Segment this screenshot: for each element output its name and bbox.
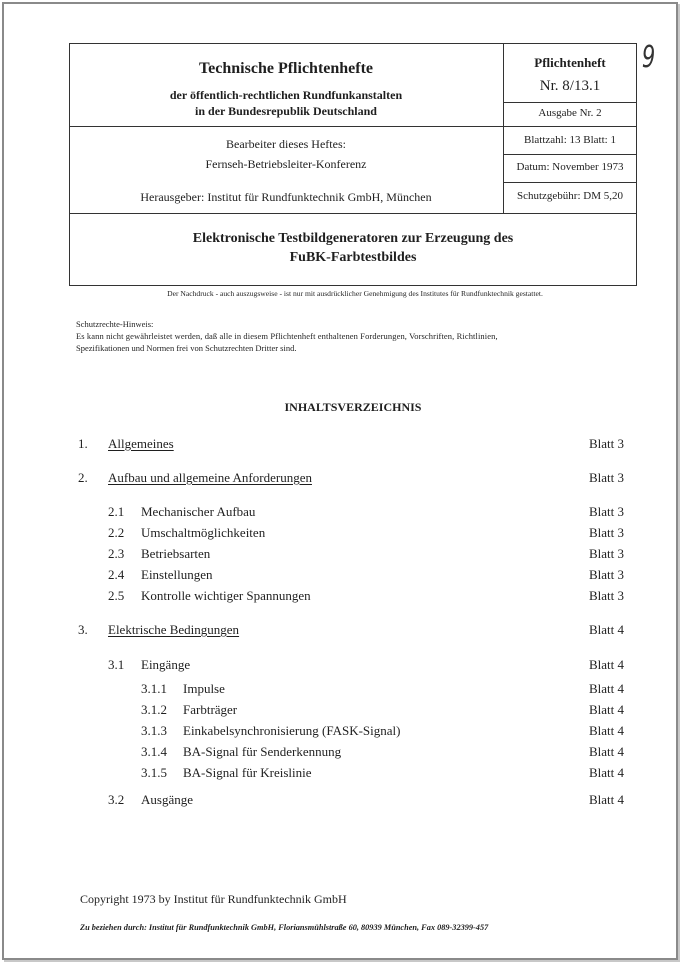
header-right-divider-a [503,102,637,103]
header-right-divider-b [503,154,637,155]
document-title-line2: FuBK-Farbtestbildes [289,250,417,265]
toc-heading: INHALTSVERZEICHNIS [284,400,422,414]
toc-page: Blatt 4 [589,792,625,807]
header-divider-2 [69,213,637,214]
toc-page: Blatt 3 [589,436,625,451]
toc-number: 1. [78,436,88,451]
toc-number: 3.1.4 [141,744,167,759]
toc-number: 3.1.2 [141,702,167,717]
header-title: Technische Pflichtenhefte [198,60,374,77]
toc-page: Blatt 3 [589,470,625,485]
datum: Datum: November 1973 [516,161,624,173]
blattzahl: Blattzahl: 13 Blatt: 1 [524,134,616,146]
header-subtitle-line1: der öffentlich-rechtlichen Rundfunkanstalten [169,88,403,102]
toc-number: 3.1.1 [141,681,167,696]
toc-label: Aufbau und allgemeine Anforderungen [108,470,312,485]
document-title-line1: Elektronische Testbildgeneratoren zur Erzeugung des [192,231,514,246]
toc-number: 3.1.3 [141,723,167,738]
ausgabe-label: Ausgabe Nr. 2 [538,107,602,119]
toc-page: Blatt 3 [589,546,625,561]
toc-page: Blatt 4 [589,681,625,696]
schutzrechte-line1: Es kann nicht gewährleistet werden, daß alle in diesem Pflichtenheft enthaltenen Forderungen, Vorschriften, Richtlinien, [76,331,498,341]
toc-page: Blatt 3 [589,504,625,519]
toc-page: Blatt 3 [589,567,625,582]
schutzrechte-title: Schutzrechte-Hinweis: [76,319,154,329]
toc-number: 3. [78,622,88,637]
toc-page: Blatt 4 [589,765,625,780]
header-subtitle-line2: in der Bundesrepublik Deutschland [195,104,377,118]
bearbeiter-value: Fernseh-Betriebsleiter-Konferenz [205,157,367,171]
schutzrechte-line2: Spezifikationen und Normen frei von Schutzrechten Dritter sind. [76,343,297,353]
toc-label: Umschaltmöglichkeiten [141,525,266,540]
toc-number: 2.1 [108,504,125,519]
nachdruck-notice: Der Nachdruck - auch auszugsweise - ist nur mit ausdrücklicher Genehmigung des Institutes für Rundfunktechnik gestattet. [167,289,543,298]
toc-number: 3.2 [108,792,125,807]
toc-label: Impulse [183,681,225,696]
toc-number: 2.4 [108,567,125,582]
copyright: Copyright 1973 by Institut für Rundfunktechnik GmbH [80,892,347,906]
toc-label: Betriebsarten [141,546,211,561]
toc-page: Blatt 3 [589,588,625,603]
toc-number: 2.5 [108,588,125,603]
toc-number: 2.3 [108,546,125,561]
toc-page: Blatt 4 [589,657,625,672]
toc-label: Farbträger [183,702,238,717]
toc-page: Blatt 4 [589,744,625,759]
toc-page: Blatt 4 [589,723,625,738]
toc-page: Blatt 3 [589,525,625,540]
toc-label: Einstellungen [141,567,213,582]
toc-page: Blatt 4 [589,702,625,717]
toc-number: 3.1.5 [141,765,167,780]
toc-label: Kontrolle wichtiger Spannungen [141,588,311,603]
bearbeiter-label: Bearbeiter dieses Heftes: [226,137,346,151]
bezug-notice: Zu beziehen durch: Institut für Rundfunktechnik GmbH, Floriansmühlstraße 60, 80939 München, Fax 089-32399-457 [80,923,489,932]
handwritten-page-number: 9 [641,40,656,75]
pflichtenheft-number: Nr. 8/13.1 [539,78,601,94]
toc-label: BA-Signal für Senderkennung [183,744,342,759]
toc-number: 2. [78,470,88,485]
toc-label: Eingänge [141,657,191,672]
toc-label: Ausgänge [141,792,193,807]
header-divider-1 [69,126,637,127]
toc-label: Einkabelsynchronisierung (FASK-Signal) [183,723,401,738]
toc-number: 3.1 [108,657,125,672]
toc-number: 2.2 [108,525,125,540]
toc-label: Allgemeines [108,436,174,451]
toc-label: BA-Signal für Kreislinie [183,765,312,780]
toc-label: Mechanischer Aufbau [141,504,256,519]
toc-page: Blatt 4 [589,622,625,637]
schutzgebuehr: Schutzgebühr: DM 5,20 [516,190,623,202]
pflichtenheft-label: Pflichtenheft [534,55,606,70]
header-right-divider-c [503,182,637,183]
toc-label: Elektrische Bedingungen [108,622,240,637]
herausgeber: Herausgeber: Institut für Rundfunktechnik GmbH, München [140,190,432,204]
